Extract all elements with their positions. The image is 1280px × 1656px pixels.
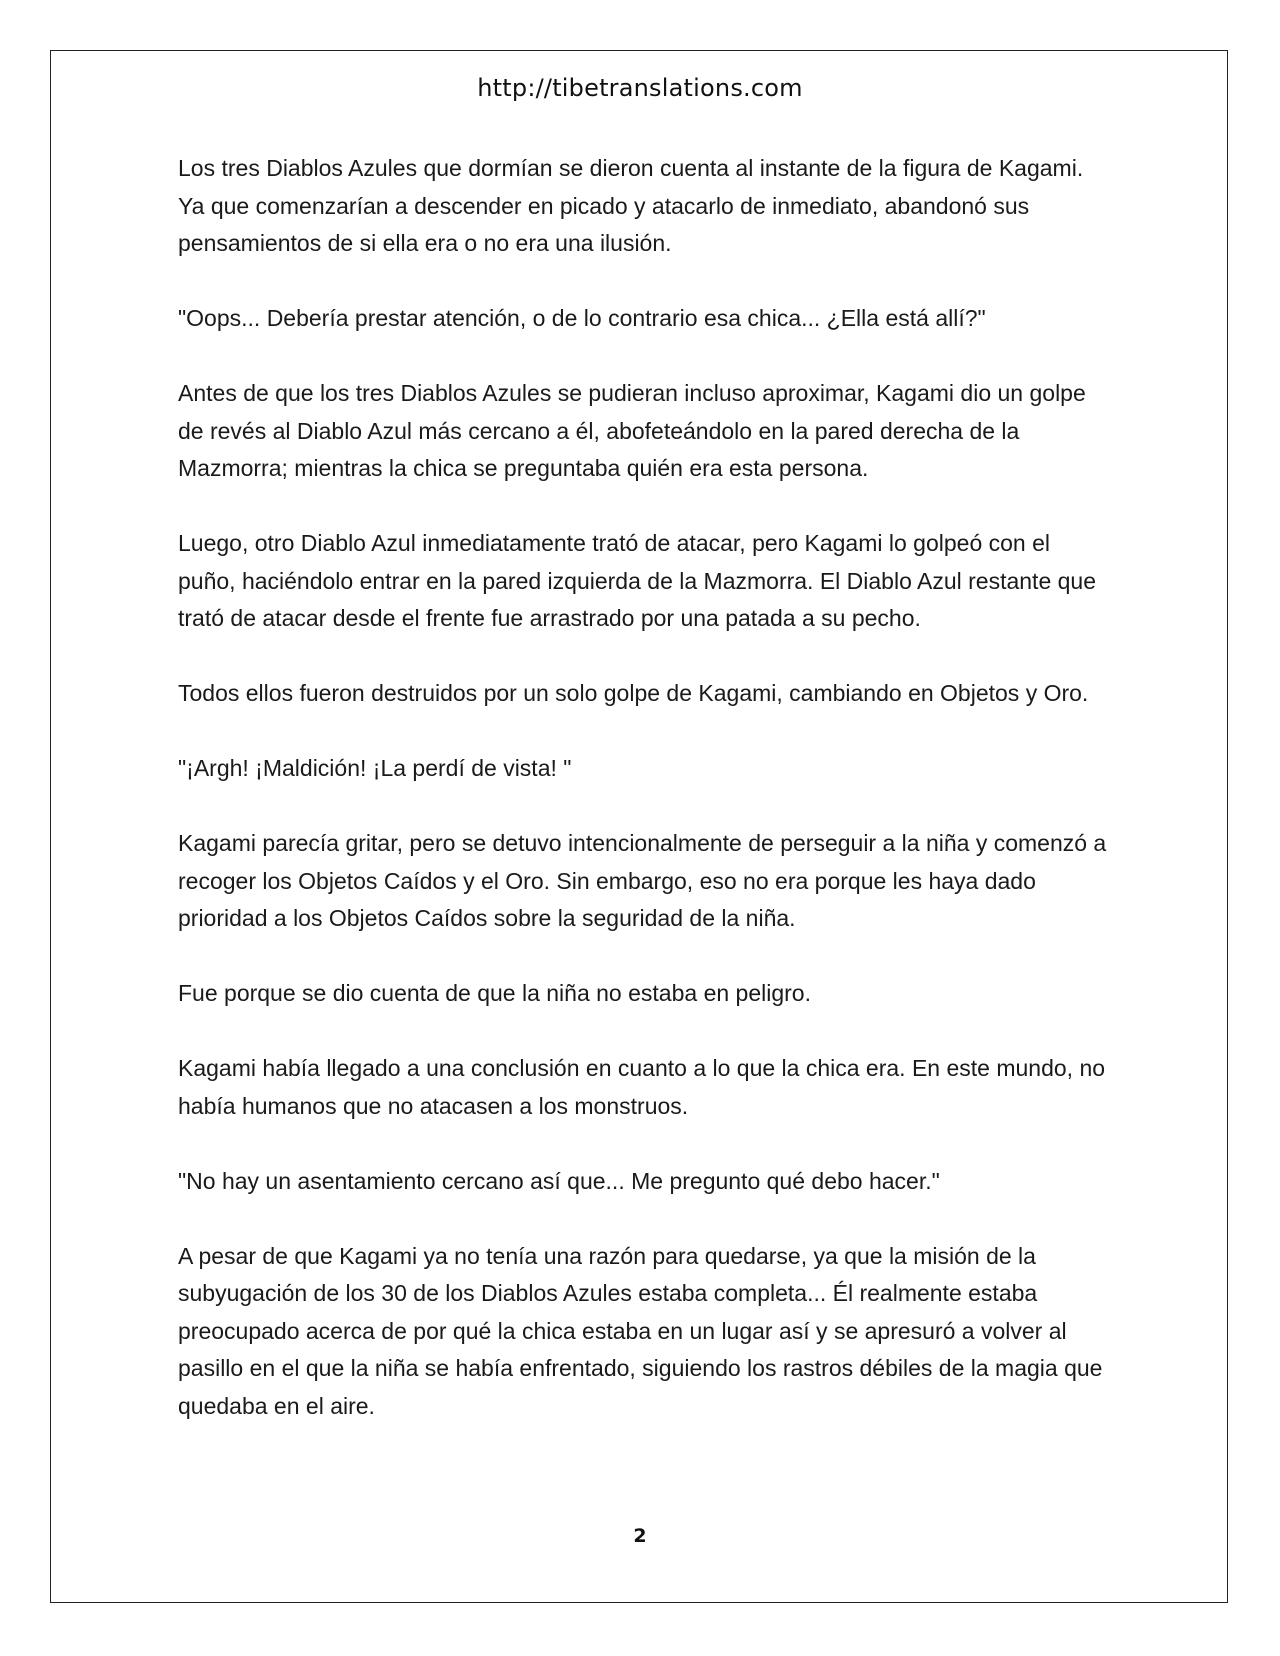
page-number: 2 (633, 1525, 647, 1547)
paragraph: Kagami parecía gritar, pero se detuvo intencionalmente de perseguir a la niña y comenzó a recoger los Objetos Caídos y el Oro. Sin embargo, eso no era porque les haya dado prioridad a los Objetos Caídos sobre la seguridad de la niña. (178, 830, 1107, 931)
paragraph: Todos ellos fueron destruidos por un solo golpe de Kagami, cambiando en Objetos y Oro. (178, 680, 1089, 706)
paragraph: Luego, otro Diablo Azul inmediatamente trató de atacar, pero Kagami lo golpeó con el puño, haciéndolo entrar en la pared izquierda de la Mazmorra. El Diablo Azul restante que trató de atacar desde el frente fue arrastrado por una patada a su pecho. (178, 530, 1097, 631)
paragraph: Fue porque se dio cuenta de que la niña no estaba en peligro. (178, 980, 811, 1006)
paragraph: Antes de que los tres Diablos Azules se pudieran incluso aproximar, Kagami dio un golpe de revés al Diablo Azul más cercano a él, abofeteándolo en la pared derecha de la Mazmorra; mientras la chica se preguntaba quién era esta persona. (178, 380, 1086, 481)
paragraph: "No hay un asentamiento cercano así que... Me pregunto qué debo hacer." (178, 1167, 940, 1194)
paragraph: Kagami había llegado a una conclusión en cuanto a lo que la chica era. En este mundo, no había humanos que no atacasen a los monstruos. (178, 1055, 1106, 1119)
paragraph: Los tres Diablos Azules que dormían se dieron cuenta al instante de la figura de Kagami. Ya que comenzarían a descender en picado y atacarlo de inmediato, abandonó sus pensamientos de si ella era o no era una ilusión. (178, 155, 1084, 256)
paragraph: "¡Argh! ¡Maldición! ¡La perdí de vista! " (178, 755, 572, 781)
header-url: http://tibetranslations.com (477, 74, 803, 102)
paragraph: A pesar de que Kagami ya no tenía una razón para quedarse, ya que la misión de la subyugación de los 30 de los Diablos Azules estaba completa... Él realmente estaba preocupado acerca de por qué la chica estaba en un lugar así y se apresuró a volver al pasillo en el que la niña se había enfrentado, siguiendo los rastros débiles de la magia que quedaba en el aire. (178, 1242, 1103, 1419)
paragraph: "Oops... Debería prestar atención, o de lo contrario esa chica... ¿Ella está allí?" (178, 305, 986, 331)
document-body (178, 150, 1108, 1425)
